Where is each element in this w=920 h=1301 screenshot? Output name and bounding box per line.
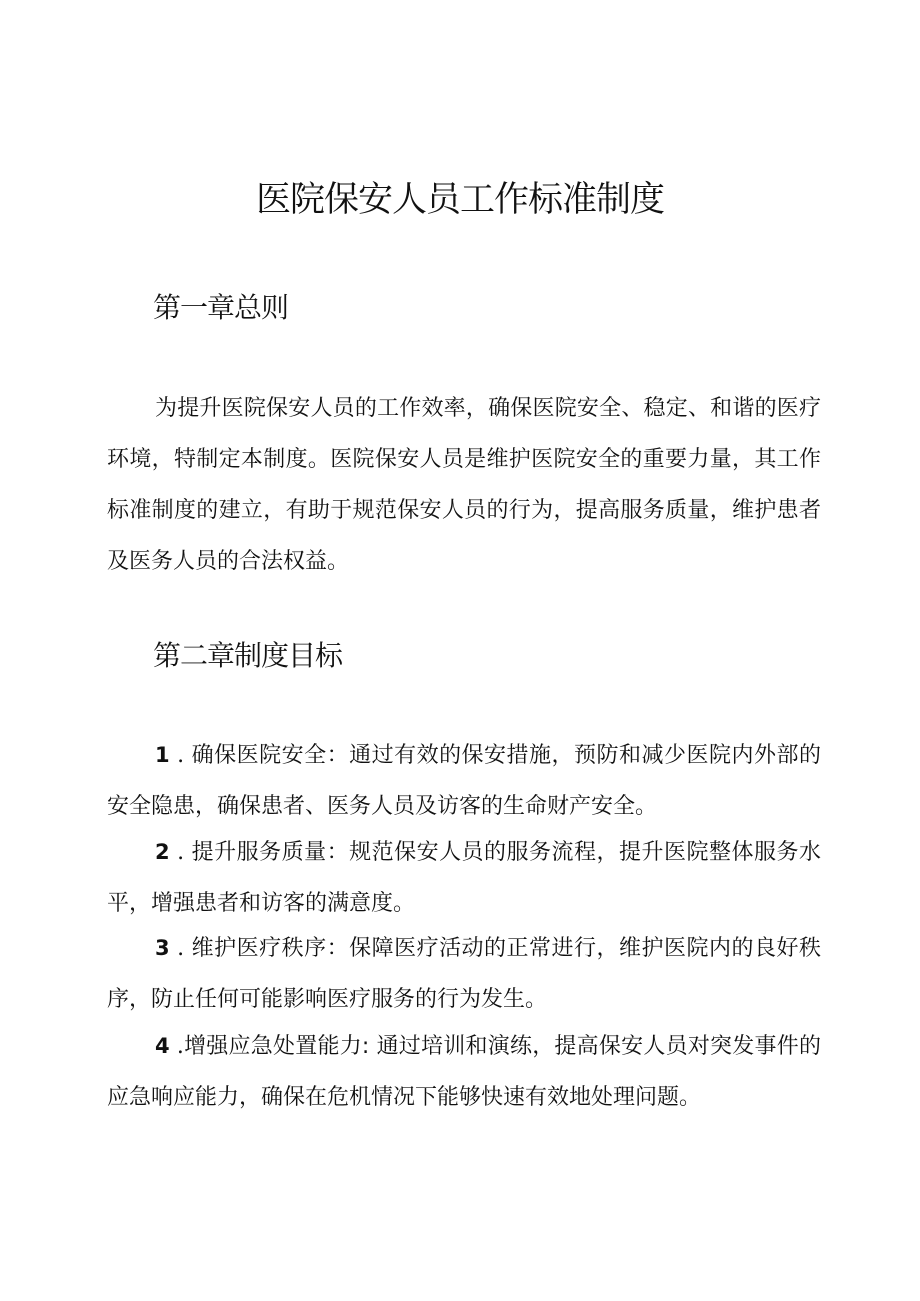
goal-item-3 xyxy=(107,923,821,1025)
chapter-1-paragraph: 为提升医院保安人员的工作效率，确保医院安全、稳定、和谐的医疗环境，特制定本制度。医院保安人员是维护医院安全的重要力量，其工作标准制度的建立，有助于规范保安人员的行为，提高服务质量，维护患者及医务人员的合法权益。 xyxy=(107,396,821,574)
goal-item-separator: . xyxy=(169,840,192,865)
goal-item-number: 3 xyxy=(155,936,170,960)
goal-item-separator: . xyxy=(169,936,192,961)
goal-item-separator: . xyxy=(169,1034,184,1059)
goal-item-1 xyxy=(107,730,821,832)
goal-item-text: 提升服务质量：规范保安人员的服务流程，提升医院整体服务水平，增强患者和访客的满意度。 xyxy=(107,840,821,916)
document-title: 医院保安人员工作标准制度 xyxy=(255,180,664,220)
goal-item-2 xyxy=(107,827,821,929)
goal-item-number: 2 xyxy=(155,840,170,864)
goal-item-separator: . xyxy=(169,743,192,768)
goal-item-text: 通过培训和演练，提高保安人员对突发事件的应急响应能力，确保在危机情况下能够快速有效地处理问题。 xyxy=(107,1034,821,1110)
chapter-1-heading: 第一章总则 xyxy=(153,291,289,324)
goal-item-text: 维护医疗秩序：保障医疗活动的正常进行，维护医院内的良好秩序，防止任何可能影响医疗服务的行为发生。 xyxy=(107,936,821,1012)
goal-item-4 xyxy=(107,1021,821,1123)
goal-item-lead: 增强应急处置能力: xyxy=(183,1034,370,1059)
goal-item-number: 4 xyxy=(155,1034,170,1058)
goal-item-number: 1 xyxy=(155,743,170,767)
goal-item-text: 确保医院安全：通过有效的保安措施，预防和减少医院内外部的安全隐患，确保患者、医务人员及访客的生命财产安全。 xyxy=(107,743,821,819)
chapter-2-heading: 第二章制度目标 xyxy=(153,639,343,672)
